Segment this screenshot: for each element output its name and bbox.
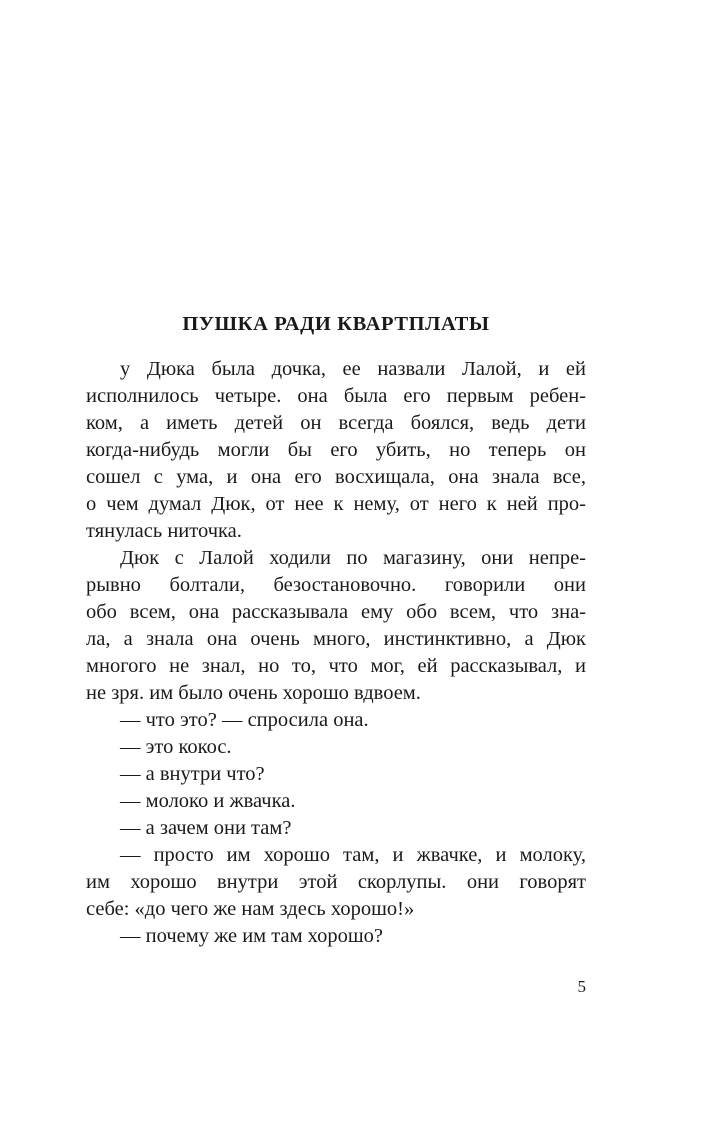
dialogue-line: — а внутри что? <box>120 763 265 785</box>
text-line: себе: «до чего же нам здесь хорошо!» <box>86 898 415 920</box>
dialogue-line: — просто им хорошо там, и жвачке, и молоку, <box>120 844 586 866</box>
dialogue-line: — молоко и жвачка. <box>120 790 296 812</box>
text-line: Дюк с Лалой ходили по магазину, они непре- <box>120 547 586 569</box>
text-line: сошел с ума, и она его восхищала, она знала все, <box>86 466 586 488</box>
text-line: ком, а иметь детей он всегда боялся, ведь дети <box>86 412 586 434</box>
body-text <box>86 356 586 950</box>
dialogue-line: — что это? — спросила она. <box>120 709 369 731</box>
dialogue-line: — а зачем они там? <box>120 817 292 839</box>
text-line: им хорошо внутри этой скорлупы. они говорят <box>86 871 586 893</box>
page-number: 5 <box>577 977 586 996</box>
text-line: у Дюка была дочка, ее назвали Лалой, и ей <box>120 358 586 380</box>
text-line: о чем думал Дюк, от нее к нему, от него к ней про- <box>86 493 586 515</box>
text-line: ла, а знала она очень много, инстинктивно, а Дюк <box>86 628 586 650</box>
text-line: рывно болтали, безостановочно. говорили они <box>86 574 586 596</box>
text-line: когда-нибудь могли бы его убить, но теперь он <box>86 439 586 461</box>
text-line: не зря. им было очень хорошо вдвоем. <box>86 682 421 704</box>
dialogue-line: — почему же им там хорошо? <box>120 925 384 947</box>
text-line: многого не знал, но то, что мог, ей рассказывал, и <box>86 655 586 677</box>
text-line: тянулась ниточка. <box>86 520 242 542</box>
chapter-title: ПУШКА РАДИ КВАРТПЛАТЫ <box>182 313 490 335</box>
text-line: исполнилось четыре. она была его первым ребен- <box>86 385 586 407</box>
text-line: обо всем, она рассказывала ему обо всем, что зна- <box>86 601 586 623</box>
dialogue-line: — это кокос. <box>120 736 232 758</box>
